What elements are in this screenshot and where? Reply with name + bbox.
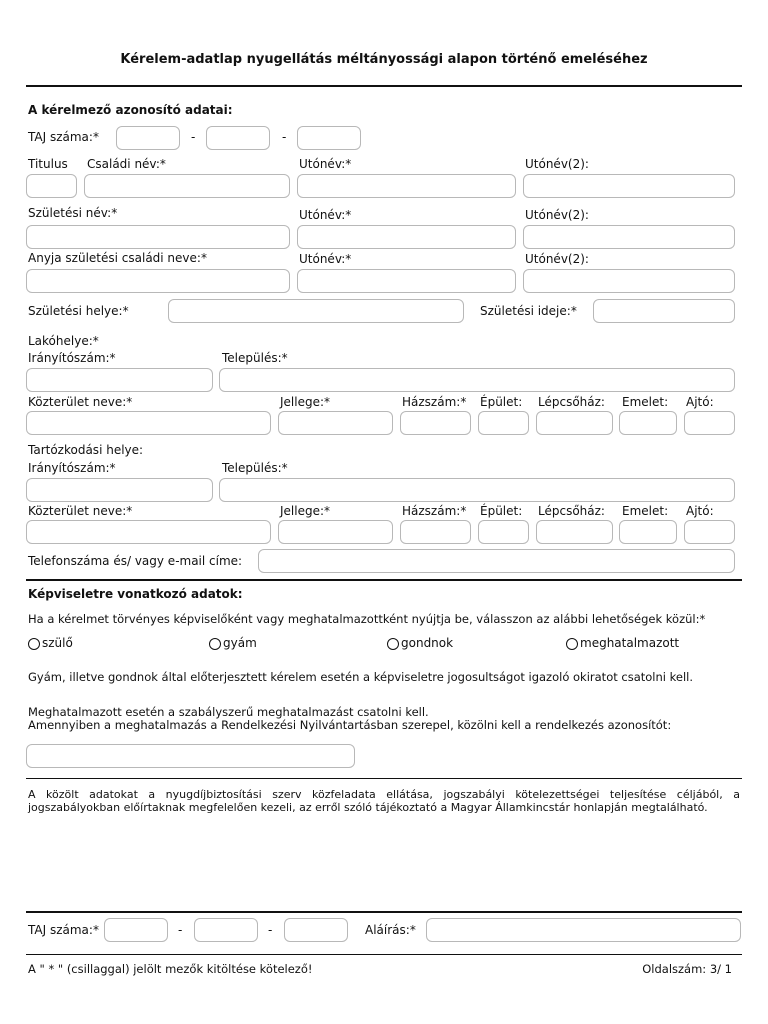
birth-date-field[interactable] <box>593 299 735 323</box>
mother-first-name-field[interactable] <box>297 269 516 293</box>
footer-taj-field-2[interactable] <box>194 918 258 942</box>
birth-name-field[interactable] <box>26 225 290 249</box>
stay-zip-label: Irányítószám:* <box>28 461 116 475</box>
radio-szulo[interactable] <box>28 638 40 650</box>
stay-staircase-field[interactable] <box>536 520 613 544</box>
stay-floor-label: Emelet: <box>622 504 669 518</box>
stay-door-field[interactable] <box>684 520 735 544</box>
radio-gyam[interactable] <box>209 638 221 650</box>
residence-housenum-label: Házszám:* <box>402 395 467 409</box>
section-divider-1 <box>26 579 742 581</box>
representation-question: Ha a kérelmet törvényes képviselőként vagy meghatalmazottként nyújtja be, válasszon az alábbi lehetőségek közül:* <box>28 612 706 626</box>
stay-zip-field[interactable] <box>26 478 213 502</box>
taj-field-1[interactable] <box>116 126 180 150</box>
second-name-label: Utónév(2): <box>525 157 589 171</box>
taj-dash-2: - <box>282 130 287 144</box>
birth-date-label: Születési ideje:* <box>480 304 577 318</box>
residence-street-label: Közterület neve:* <box>28 395 133 409</box>
stay-type-field[interactable] <box>278 520 393 544</box>
page-title: Kérelem-adatlap nyugellátás méltányossági alapon történő emeléséhez <box>120 52 648 67</box>
signature-label: Aláírás:* <box>365 923 416 937</box>
birth-place-field[interactable] <box>168 299 464 323</box>
stay-city-field[interactable] <box>219 478 735 502</box>
family-name-label: Családi név:* <box>87 157 166 171</box>
privacy-notice: A közölt adatokat a nyugdíjbiztosítási szerv közfeladata ellátása, jogszabályi kötelezettségei teljesítése céljából, a jogszabályokban előírtaknak megfelelően kezeli, az erről szóló tájékoztató a Magyar Államkincstár honlapján megtalálható. <box>28 788 740 814</box>
family-name-field[interactable] <box>84 174 290 198</box>
proxy-note-line2: Amennyiben a meghatalmazás a Rendelkezési Nyilvántartásban szerepel, közölni kell a rendelkezés azonosítót: <box>28 718 672 732</box>
radio-gyam-label: gyám <box>223 636 257 650</box>
signature-field[interactable] <box>426 918 741 942</box>
residence-floor-label: Emelet: <box>622 395 669 409</box>
stay-city-label: Település:* <box>222 461 288 475</box>
footer-taj-field-3[interactable] <box>284 918 348 942</box>
birth-place-label: Születési helye:* <box>28 304 129 318</box>
footer-taj-field-1[interactable] <box>104 918 168 942</box>
stay-street-field[interactable] <box>26 520 271 544</box>
titulus-field[interactable] <box>26 174 77 198</box>
representation-section-heading: Képviseletre vonatkozó adatok: <box>28 587 243 601</box>
footer-taj-dash-2: - <box>268 923 273 937</box>
stay-building-field[interactable] <box>478 520 529 544</box>
birth-first-name-field[interactable] <box>297 225 516 249</box>
footer-taj-dash-1: - <box>178 923 183 937</box>
residence-building-field[interactable] <box>478 411 529 435</box>
contact-label: Telefonszáma és/ vagy e-mail címe: <box>28 554 243 568</box>
radio-szulo-label: szülő <box>42 636 73 650</box>
guardian-note: Gyám, illetve gondnok által előterjesztett kérelem esetén a képviseletre jogosultságot igazoló okiratot csatolni kell. <box>28 670 694 684</box>
radio-meghatalmazott[interactable] <box>566 638 578 650</box>
second-name-field[interactable] <box>523 174 735 198</box>
residence-door-label: Ajtó: <box>686 395 714 409</box>
stay-address-label: Tartózkodási helye: <box>28 443 144 457</box>
contact-field[interactable] <box>258 549 735 573</box>
radio-gondnok-label: gondnok <box>401 636 454 650</box>
first-name-field[interactable] <box>297 174 516 198</box>
residence-city-label: Település:* <box>222 351 288 365</box>
titulus-label: Titulus <box>28 157 68 171</box>
stay-housenum-label: Házszám:* <box>402 504 467 518</box>
residence-door-field[interactable] <box>684 411 735 435</box>
footer-divider-bottom <box>26 954 742 955</box>
residence-zip-field[interactable] <box>26 368 213 392</box>
required-fields-note: A " * " (csillaggal) jelölt mezők kitöltése kötelező! <box>28 962 313 976</box>
stay-staircase-label: Lépcsőház: <box>538 504 605 518</box>
residence-type-field[interactable] <box>278 411 393 435</box>
birth-first-name-label: Utónév:* <box>299 208 352 222</box>
stay-street-label: Közterület neve:* <box>28 504 133 518</box>
stay-floor-field[interactable] <box>619 520 677 544</box>
disposition-id-field[interactable] <box>26 744 355 768</box>
stay-type-label: Jellege:* <box>280 504 331 518</box>
mother-name-label: Anyja születési családi neve:* <box>28 251 207 265</box>
stay-housenum-field[interactable] <box>400 520 471 544</box>
applicant-section-heading: A kérelmező azonosító adatai: <box>28 103 233 117</box>
radio-meghatalmazott-label: meghatalmazott <box>580 636 680 650</box>
residence-staircase-field[interactable] <box>536 411 613 435</box>
page-number: Oldalszám: 3/ 1 <box>642 962 732 976</box>
radio-gondnok[interactable] <box>387 638 399 650</box>
taj-label: TAJ száma:* <box>28 130 99 144</box>
taj-field-2[interactable] <box>206 126 270 150</box>
taj-dash-1: - <box>191 130 196 144</box>
birth-name-label: Születési név:* <box>28 206 118 220</box>
taj-field-3[interactable] <box>297 126 361 150</box>
title-divider <box>26 85 742 87</box>
residence-housenum-field[interactable] <box>400 411 471 435</box>
residence-street-field[interactable] <box>26 411 271 435</box>
section-divider-2 <box>26 778 742 779</box>
residence-zip-label: Irányítószám:* <box>28 351 116 365</box>
mother-second-name-label: Utónév(2): <box>525 252 589 266</box>
birth-second-name-label: Utónév(2): <box>525 208 589 222</box>
residence-city-field[interactable] <box>219 368 735 392</box>
residence-staircase-label: Lépcsőház: <box>538 395 605 409</box>
stay-building-label: Épület: <box>480 504 523 518</box>
birth-second-name-field[interactable] <box>523 225 735 249</box>
mother-first-name-label: Utónév:* <box>299 252 352 266</box>
mother-name-field[interactable] <box>26 269 290 293</box>
residence-building-label: Épület: <box>480 395 523 409</box>
footer-taj-label: TAJ száma:* <box>28 923 99 937</box>
proxy-note-line1: Meghatalmazott esetén a szabályszerű meghatalmazást csatolni kell. <box>28 705 429 719</box>
residence-floor-field[interactable] <box>619 411 677 435</box>
first-name-label: Utónév:* <box>299 157 352 171</box>
mother-second-name-field[interactable] <box>523 269 735 293</box>
residence-label: Lakóhelye:* <box>28 334 99 348</box>
footer-divider-top <box>26 911 742 913</box>
residence-type-label: Jellege:* <box>280 395 331 409</box>
stay-door-label: Ajtó: <box>686 504 714 518</box>
